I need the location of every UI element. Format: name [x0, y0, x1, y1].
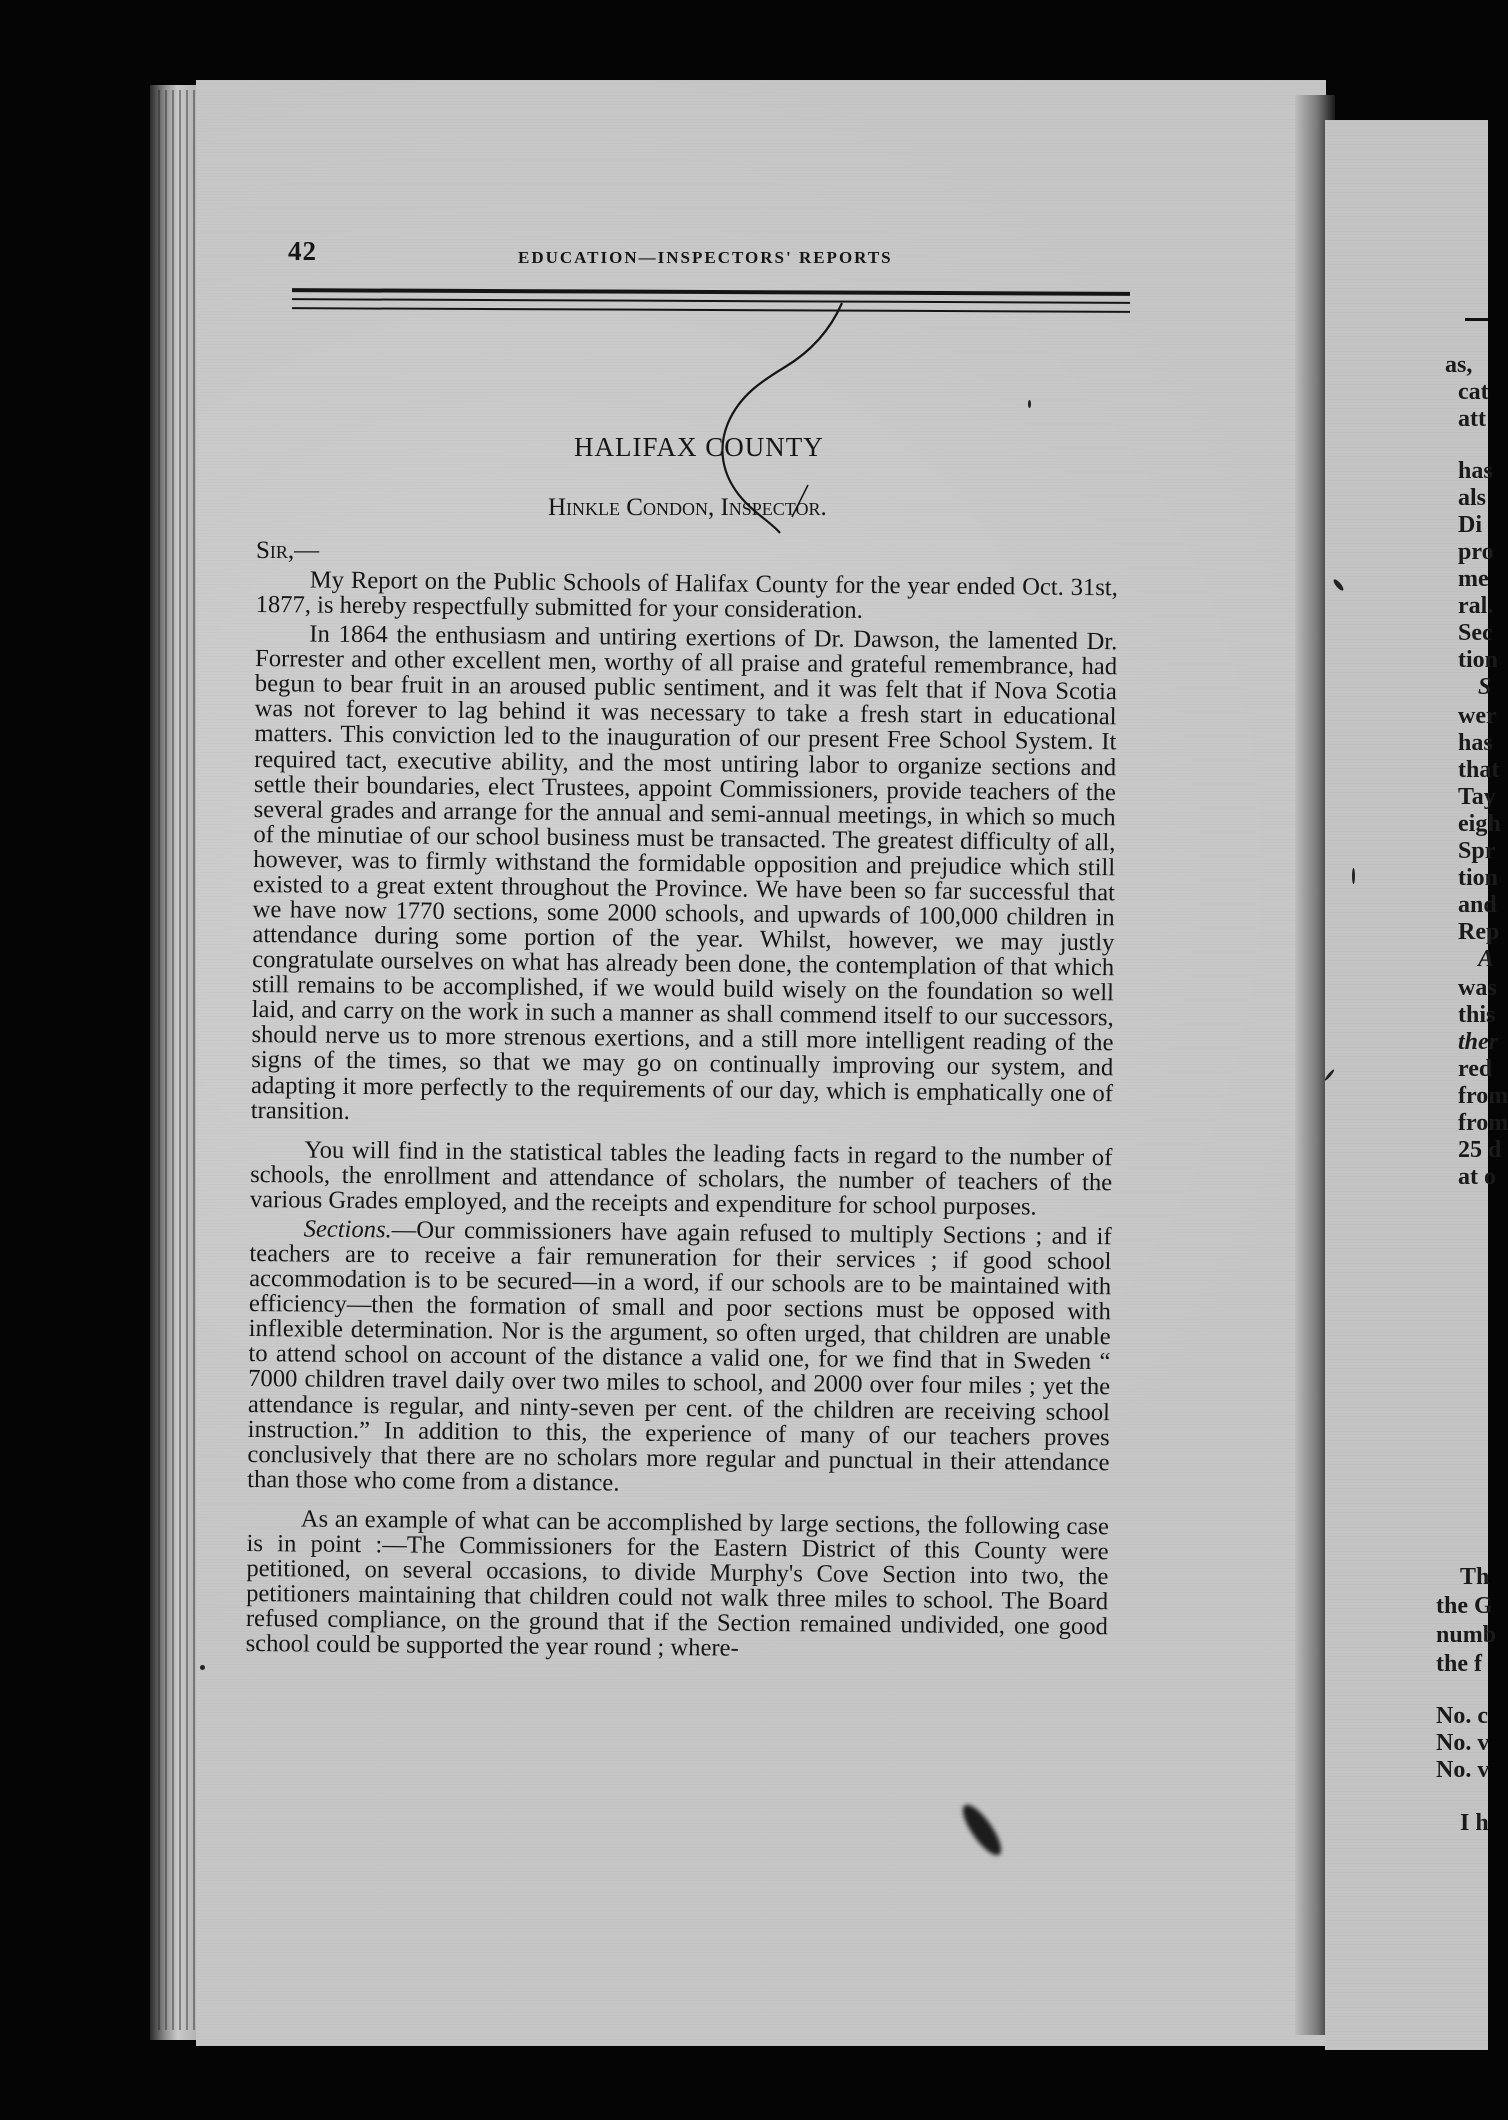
- fragment-text: Rep: [1458, 919, 1500, 945]
- report-body: [246, 567, 1118, 1669]
- fragment-text: 25 d: [1458, 1137, 1502, 1163]
- fragment-text: Sec: [1458, 620, 1493, 646]
- fragment-text: at o: [1458, 1164, 1496, 1190]
- fragment-text: and: [1458, 892, 1497, 918]
- right-page-rule: [1465, 318, 1488, 321]
- fragment-text: No. v: [1436, 1757, 1490, 1783]
- salutation: Sir,—: [256, 537, 320, 564]
- running-title: EDUCATION—INSPECTORS' REPORTS: [518, 248, 893, 267]
- paragraph-example: As an example of what can be accomplished by large sections, the following case is in point :—The Commissioners for the Eastern District of this County were petitioned, on several occasions, to divide Murphy's Cove Section into two, the petitioners maintaining that children could not walk three miles to school. The Board refused compliance, on the ground that if the Section remained undivided, one good school could be supported the year round ; where-: [245, 1505, 1109, 1662]
- fragment-text: att: [1458, 406, 1486, 432]
- fragment-text: ther: [1458, 1029, 1499, 1055]
- fragment-text: that: [1458, 757, 1500, 783]
- fragment-text: from: [1458, 1083, 1508, 1109]
- fragment-text: has: [1458, 458, 1493, 484]
- fragment-text: Tay: [1458, 784, 1496, 810]
- fragment-text: pro: [1458, 539, 1494, 565]
- page-number: 42: [288, 236, 317, 266]
- fragment-text: me: [1458, 566, 1489, 592]
- county-title: HALIFAX COUNTY: [574, 432, 824, 462]
- sections-label: Sections.: [303, 1215, 392, 1244]
- fragment-text: wer: [1458, 703, 1497, 729]
- fragment-text: Spr: [1458, 838, 1496, 864]
- fragment-text: the f: [1436, 1651, 1482, 1677]
- paragraph-opening: My Report on the Public Schools of Halifax County for the year ended Oct. 31st, 1877, is hereby respectfully submitted for your consideration.: [255, 566, 1118, 624]
- fragment-text: the G: [1436, 1593, 1493, 1619]
- scan-speck: [200, 1665, 205, 1670]
- paragraph-sections: [247, 1216, 1112, 1500]
- fragment-text: No. c: [1436, 1703, 1488, 1729]
- fragment-text: from: [1458, 1110, 1508, 1136]
- fragment-text: Di: [1458, 512, 1482, 538]
- page-stack-edges: [158, 90, 198, 2030]
- fragment-text: A: [1478, 946, 1495, 972]
- fragment-text: as,: [1445, 352, 1473, 378]
- fragment-text: cat: [1458, 379, 1489, 405]
- fragment-text: I h: [1460, 1810, 1489, 1836]
- inspector-byline: Hinkle Condon, Inspector.: [548, 494, 827, 521]
- scan-speck: [1028, 400, 1031, 408]
- fragment-text: has: [1458, 730, 1493, 756]
- fragment-text: No. v: [1436, 1730, 1490, 1756]
- paragraph-history: In 1864 the enthusiasm and untiring exertions of Dr. Dawson, the lamented Dr. Forrester and other excellent men, worthy of all praise and grateful remembrance, had begun to bear fruit in an aroused public sentiment, and it was felt that if Nova Scotia was not forever to lag behind it was necessary to take a fresh start in educational matters. This conviction led to the inauguration of our present Free School System. It required tact, executive ability, and the most untiring labor to organize sections and settle their boundaries, elect Trustees, appoint Commissioners, provide teachers of the several grades and arrange for the annual and semi-annual meetings, in which so much of the minutiae of our school business must be transacted. The greatest difficulty of all, however, was to firmly withstand the formidable opposition and prejudice which still existed to a great extent throughout the Province. We have been so far successful that we have now 1770 sections, some 2000 schools, and upwards of 100,000 children in attendance during some portion of the year. Whilst, however, we may justly congratulate ourselves on what has already been done, the contemplation of that which still remains to be accomplished, if we would build wisely on the foundation so well laid, and carry on the work in such a manner as shall commend itself to our successors, should nerve us to more strenous exertions, and a still more intelligent reading of the signs of the times, so that we may go on continually improving our system, and adapting it more perfectly to the requirements of our day, which is emphatically one of transition.: [250, 620, 1118, 1125]
- fragment-text: numb: [1436, 1622, 1497, 1648]
- fragment-text: Th: [1460, 1564, 1490, 1590]
- fragment-text: tion: [1458, 647, 1499, 673]
- paragraph-statistics: You will find in the statistical tables the leading facts in regard to the number of schools, the enrollment and attendance of scholars, the number of teachers of the various Grades employed, and the receipts and expenditure for school purposes.: [249, 1136, 1113, 1221]
- fragment-text: eigh: [1458, 811, 1501, 837]
- fragment-text: S: [1478, 674, 1492, 700]
- fragment-text: als: [1458, 485, 1487, 511]
- fragment-text: this: [1458, 1002, 1496, 1028]
- fragment-text: tion: [1458, 865, 1499, 891]
- fragment-text: was: [1458, 975, 1497, 1001]
- sections-text: —Our commissioners have again refused to multiply Sections ; and if teachers are to receive a fair remuneration for their services ; if good school accommodation is to be secured—in a word, if our schools are to be maintained with efficiency—then the formation of small and poor sections must be opposed with inflexible determination. Nor is the argument, so often urged, that children are unable to attend school on account of the distance a valid one, for we find that in Sweden “ 7000 children travel daily over two miles to school, and 2000 over four miles ; yet the attendance is regular, and ninty-seven per cent. of the children are receiving school instruction.” In addition to this, the experience of many of our teachers proves conclusively that there are no scholars more regular and punctual in their attendance than those who come from a distance.: [247, 1216, 1112, 1497]
- fragment-text: red: [1458, 1056, 1493, 1082]
- fragment-text: ral.: [1458, 593, 1494, 619]
- scan-speck: [1352, 868, 1355, 884]
